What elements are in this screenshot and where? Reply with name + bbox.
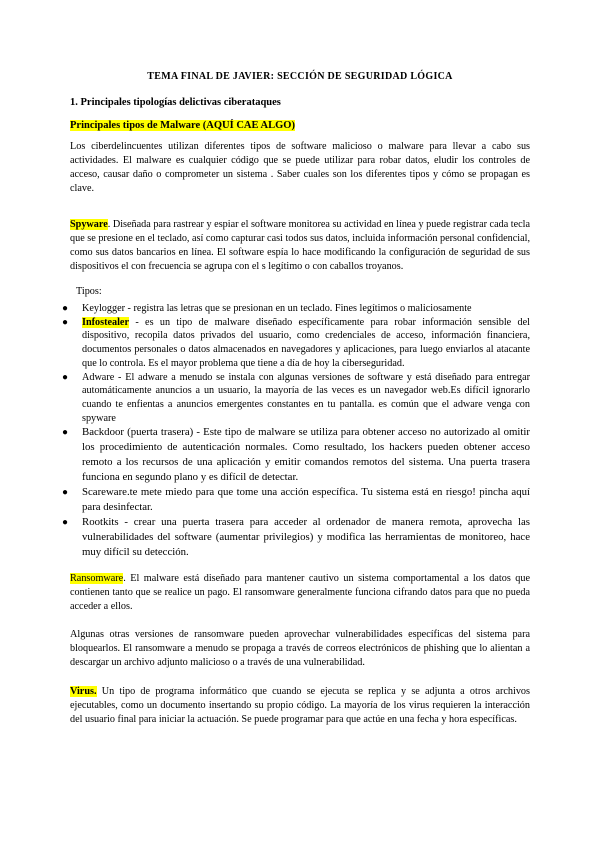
virus-text: Un tipo de programa informático que cuando se ejecuta se replica y se adjunta a otros archivos ejecutables, como un documento insertando su propio código. La mayoría de los virus requieren la interacción del usuario final para iniciar la actuación. Se puede programar para que actúe en una fecha y hora específicas. [70, 686, 530, 725]
list-item-scareware [62, 485, 530, 515]
ransomware-paragraph-2: Algunas otras versiones de ransomware pueden aprovechar vulnerabilidades específicas del sistema para bloquearlos. El ransomware a menudo se propaga a través de correos electrónicos de phishing que lo alientan a descargar un archivo adjunto malicioso o a través de una vulnerabilidad. [70, 629, 530, 668]
bullet-icon: ● [62, 316, 69, 328]
virus-paragraph [70, 685, 530, 727]
bullet-icon: ● [62, 517, 69, 529]
list-item-keylogger [62, 302, 530, 316]
list-item-text: Adware - El adware a menudo se instala con algunas versiones de software y está diseñado para entregar automáticamente anuncios a un usuario, la mayoría de las veces es un navegador web.Es difícil ignorarlo cuando te enfientas a anuncios emergentes constantes en tu pantalla. es común que el adware venga con spyware [82, 371, 530, 424]
ransomware-lead: Ransomware [70, 573, 124, 584]
spyware-text: . Diseñada para rastrear y espiar el software monitorea su actividad en línea y puede registrar cada tecla que se presione en el teclado, así como capturar casi todos sus datos, incluida información personal confidencial, como sus datos bancarios en línea. El software espía lo hace modificando la configuración de seguridad de sus dispositivos el con frecuencia se agrupa con el s legítimo o con caballos troyanos. [70, 219, 530, 272]
list-item-lead: Infostealer [82, 316, 129, 328]
spyware-lead: Spyware [70, 219, 108, 230]
malware-paragraph: Los ciberdelincuentes utilizan diferentes tipos de software malicioso o malware para llevar a cabo sus actividades. El malware es cualquier código que se puede utilizar para robar datos, eludir los controles de acceso, causar daño o comprometer un sistema . Saber cuales son los diferentes tipos y cómo se propagan es clave. [70, 141, 530, 194]
bullet-icon: ● [62, 487, 69, 499]
list-item-text: - es un tipo de malware diseñado específicamente para robar información sensible del dispositivo, recopila datos privados del usuario, como credenciales de acceso, información financiera, documentos personales o datos almacenados en navegadores y aplicaciones, para luego enviarlos al atacante que lo controla. Es el mayor problema que tiene a día de hoy la ciberseguridad. [82, 316, 530, 369]
malware-subheading [70, 120, 295, 131]
section-heading: 1. Principales tipologías delictivas ciberataques [70, 97, 281, 108]
bullet-icon: ● [62, 371, 69, 383]
list-item-rootkits [62, 515, 530, 560]
ransomware-text: . El malware está diseñado para mantener cautivo un sistema comportamental a los datos que contienen tanto que se realice un pago. El ransomware generalmente funciona cifrando datos para que no pueda acceder a ellos. [70, 573, 530, 612]
list-item-text: Keylogger - registra las letras que se presionan en un teclado. Fines legítimos o maliciosamente [82, 303, 472, 314]
bullet-icon: ● [62, 303, 69, 314]
document-title: TEMA FINAL DE JAVIER: SECCIÓN DE SEGURIDAD LÓGICA [147, 71, 453, 82]
malware-subheading-text: Principales tipos de Malware (AQUÍ CAE ALGO) [70, 120, 295, 131]
tipos-label: Tipos: [76, 286, 102, 297]
list-item-backdoor [62, 425, 530, 485]
malware-types-list [62, 302, 530, 560]
bullet-icon: ● [62, 427, 69, 439]
list-item-infostealer [62, 316, 530, 371]
virus-lead: Virus. [70, 686, 97, 697]
list-item-adware [62, 371, 530, 426]
spyware-paragraph [70, 218, 530, 274]
list-item-text: Scareware.te mete miedo para que tome una acción específica. Tu sistema está en riesgo! pincha aquí para desinfectar. [82, 486, 530, 514]
list-item-text: Rootkits - crear una puerta trasera para acceder al ordenador de manera remota, aprovecha las vulnerabilidades del software (aumentar privilegios) y modifica las herramientas de monitoreo, hace muy difícil su detección. [82, 516, 530, 559]
ransomware-paragraph [70, 572, 530, 614]
list-item-text: Backdoor (puerta trasera) - Este tipo de malware se utiliza para obtener acceso no autorizado al omitir los procedimiento de autenticación normales. Como resultado, los hackers pueden obtener acceso remoto a los recursos de una aplicación y emitir comandos remotos del sistema. Una puerta trasera funciona en segundo plano y es difícil de detectar. [82, 426, 530, 484]
